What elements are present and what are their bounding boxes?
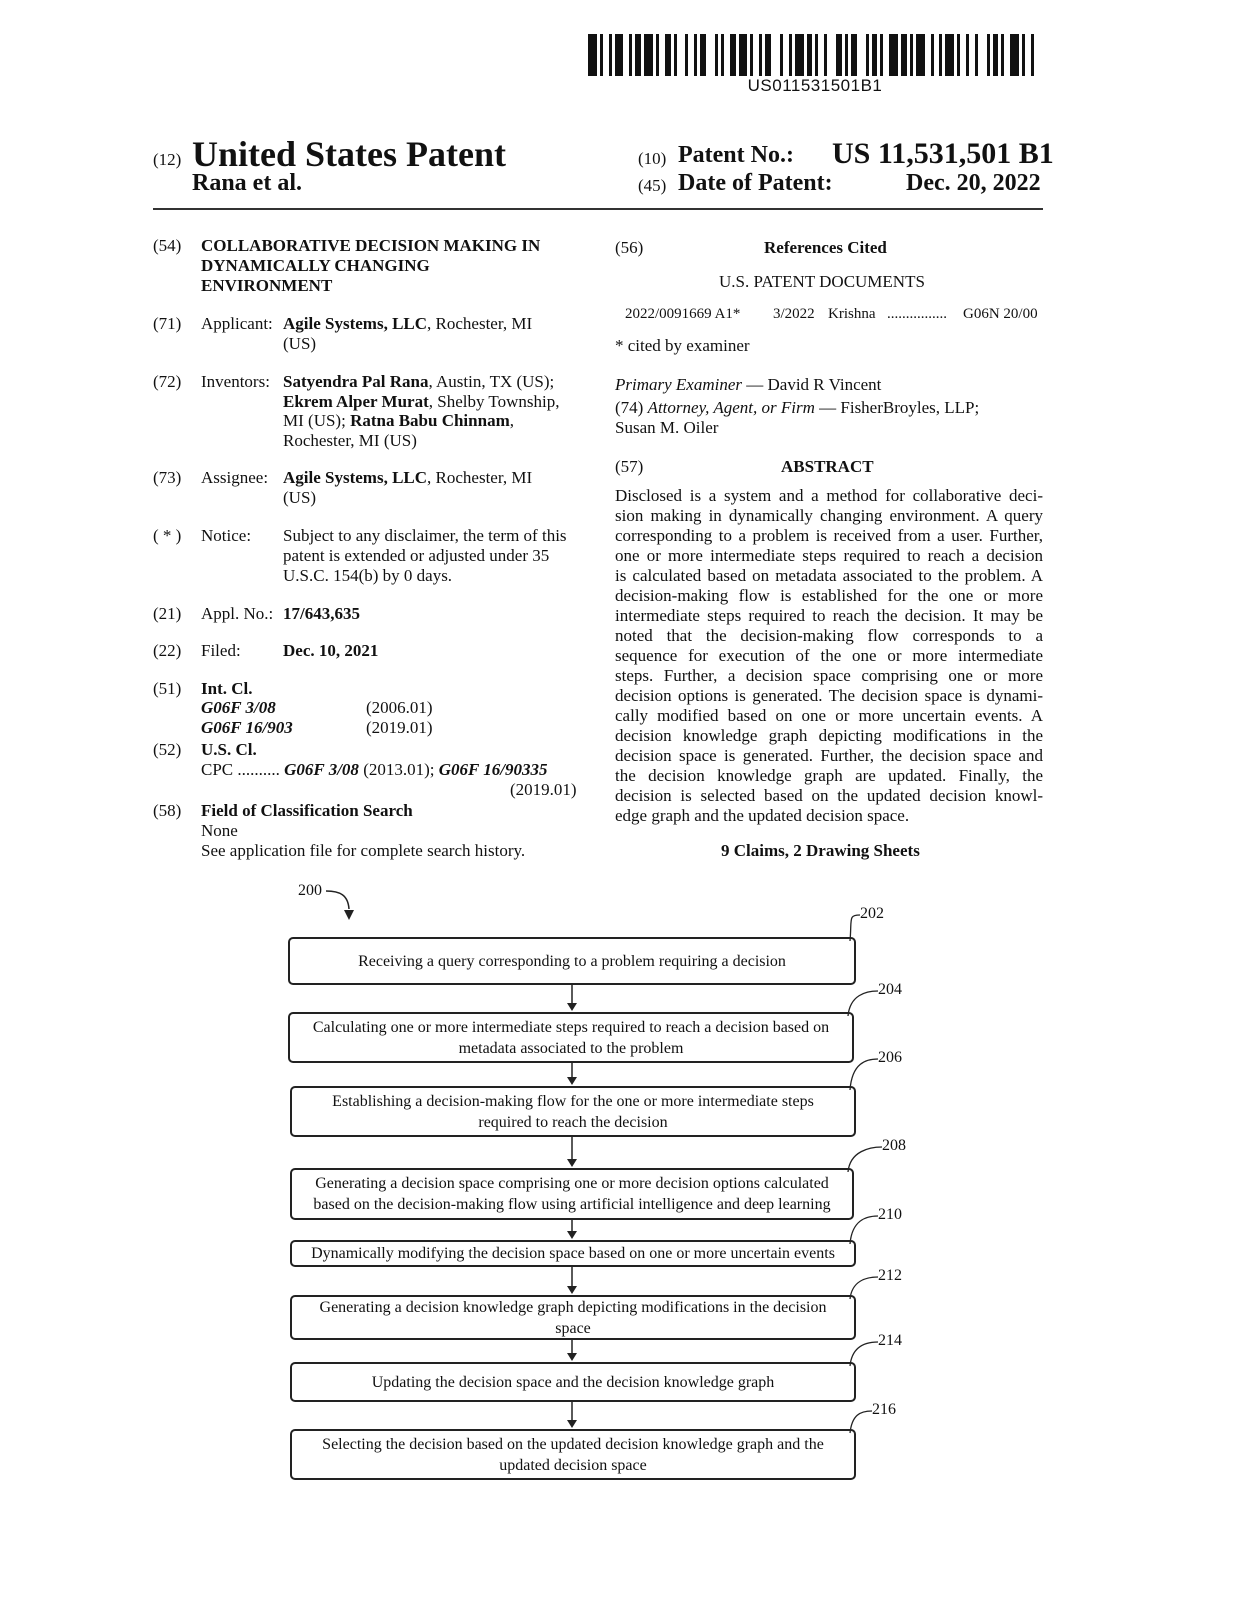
code-21: (21) — [153, 604, 182, 623]
abstract-line: decision space is generated. Further, the decision space and — [615, 746, 1043, 765]
us-patent-documents-label: U.S. PATENT DOCUMENTS — [719, 272, 925, 291]
int-cl-2: G06F 16/903 — [201, 718, 293, 737]
start-ref-leader — [326, 891, 349, 909]
flow-step-text — [372, 1372, 775, 1393]
abstract-line: Disclosed is a system and a method for collaborative deci- — [615, 486, 1043, 505]
flow-arrowhead — [567, 1231, 577, 1239]
appl-no: 17/643,635 — [283, 604, 360, 623]
code-56: (56) — [615, 238, 644, 257]
code-71: (71) — [153, 314, 182, 333]
abstract-line: decision knowledge graph depicting modifications in the — [615, 726, 1043, 745]
applicant-label: Applicant: — [201, 314, 273, 333]
flow-arrowhead — [567, 1077, 577, 1085]
inventors-label: Inventors: — [201, 372, 270, 391]
inventor-3: MI (US); Ratna Babu Chinnam, — [283, 411, 514, 430]
flow-step-line-2: metadata associated to the problem — [458, 1039, 684, 1057]
flow-step-text — [313, 1017, 829, 1059]
notice-line-3: U.S.C. 154(b) by 0 days. — [283, 566, 453, 585]
flow-ref-212: 212 — [878, 1267, 902, 1284]
code-10: (10) — [638, 149, 667, 168]
abstract-line: intermediate steps required to reach the decision. It may be — [615, 606, 1043, 625]
flow-step-210 — [290, 1240, 856, 1267]
flow-step-214 — [290, 1362, 856, 1402]
appl-no-label: Appl. No.: — [201, 604, 274, 623]
code-72: (72) — [153, 372, 182, 391]
flow-arrowhead — [567, 1159, 577, 1167]
abstract-line: decision-making flow is established for the one or more — [615, 586, 1043, 605]
cpc-line: CPC .......... G06F 3/08 (2013.01); G06F 16/90335 — [201, 760, 548, 779]
flow-step-216 — [290, 1429, 856, 1480]
flow-ref-210: 210 — [878, 1206, 902, 1223]
references-cited-label: References Cited — [764, 238, 887, 257]
document-type: United States Patent — [192, 134, 506, 174]
patent-date: Dec. 20, 2022 — [906, 170, 1041, 196]
abstract-line: sequence for execution of the one or more intermediate — [615, 646, 1043, 665]
title-line-3: ENVIRONMENT — [201, 276, 333, 295]
reference-row: 2022/0091669 A1* 3/2022 Krishna ................ G06N 20/00 — [625, 306, 1038, 322]
flow-step-line-2: space — [555, 1319, 591, 1337]
applicant: Agile Systems, LLC, Rochester, MI — [283, 314, 533, 333]
abstract-line: edge graph and the updated decision space. — [615, 806, 910, 825]
filed-date: Dec. 10, 2021 — [283, 641, 379, 660]
inventor-2: Ekrem Alper Murat, Shelby Township, — [283, 392, 560, 411]
inventor-3-location: Rochester, MI (US) — [283, 431, 417, 450]
flow-step-line-1: Generating a decision knowledge graph depicting modifications in the decision — [319, 1298, 827, 1316]
flow-step-208 — [290, 1168, 854, 1220]
code-57: (57) — [615, 457, 644, 476]
filed-label: Filed: — [201, 641, 241, 660]
flow-step-line-1: Selecting the decision based on the updated decision knowledge graph and the — [322, 1435, 824, 1453]
flow-step-206 — [290, 1086, 856, 1137]
flow-step-text — [332, 1091, 814, 1133]
notice-label: Notice: — [201, 526, 252, 545]
flow-step-line-2: required to reach the decision — [478, 1113, 668, 1131]
flow-step-line-2: updated decision space — [499, 1456, 647, 1474]
notice-line-2: patent is extended or adjusted under 35 — [283, 546, 550, 565]
cited-by-examiner: * cited by examiner — [615, 336, 750, 355]
flow-arrowhead — [567, 1420, 577, 1428]
flow-step-text — [358, 951, 786, 972]
field-of-search-value: None — [201, 821, 238, 840]
abstract-line: one or more intermediate steps required to reach a decision — [615, 546, 1043, 565]
code-58: (58) — [153, 801, 182, 820]
abstract-line: corresponding to a problem is received from a user. Further, — [615, 526, 1043, 545]
ref-leader-204 — [848, 991, 878, 1016]
abstract-line: noted that the decision-making flow corresponds to a — [615, 626, 1043, 645]
claims-summary: 9 Claims, 2 Drawing Sheets — [721, 841, 920, 860]
code-45: (45) — [638, 176, 667, 195]
flow-step-text — [322, 1434, 824, 1476]
authors: Rana et al. — [192, 170, 302, 196]
attorney-line-2: Susan M. Oiler — [615, 418, 719, 437]
patent-no-label: Patent No.: — [678, 142, 794, 168]
abstract-line: decision is selected based on the updated decision knowl- — [615, 786, 1043, 805]
abstract-line: steps. Further, a decision space comprising one or more — [615, 666, 1043, 685]
flow-step-line-1: Establishing a decision-making flow for the one or more intermediate steps — [332, 1092, 814, 1110]
applicant-country: (US) — [283, 334, 317, 353]
ref-leader-208 — [848, 1147, 882, 1172]
int-cl-label: Int. Cl. — [201, 679, 253, 698]
flow-step-text — [311, 1243, 835, 1264]
search-history-note: See application file for complete search history. — [201, 841, 526, 860]
code-51: (51) — [153, 679, 182, 698]
abstract-line: sion making in dynamically changing environment. A query — [615, 506, 1043, 525]
flow-step-line-1: Updating the decision space and the decision knowledge graph — [371, 1373, 775, 1391]
ref-leader-210 — [850, 1216, 878, 1244]
code-12: (12) — [153, 150, 182, 169]
notice-code: ( * ) — [153, 526, 182, 545]
flow-step-212 — [290, 1295, 856, 1340]
flow-step-text — [320, 1297, 827, 1339]
notice-line-1: Subject to any disclaimer, the term of this — [283, 526, 567, 545]
code-73: (73) — [153, 468, 182, 487]
flow-arrowhead — [567, 1353, 577, 1361]
flow-step-204 — [288, 1012, 854, 1063]
code-52: (52) — [153, 740, 182, 759]
attorney: (74) Attorney, Agent, or Firm — FisherBroyles, LLP; — [615, 398, 980, 417]
int-cl-1: G06F 3/08 — [201, 698, 276, 717]
flow-ref-216: 216 — [872, 1401, 896, 1418]
flow-ref-202: 202 — [860, 905, 884, 922]
inventor-1: Satyendra Pal Rana, Austin, TX (US); — [283, 372, 555, 391]
patent-number: US 11,531,501 B1 — [832, 137, 1054, 170]
abstract-line: is calculated based on metadata associated to the problem. A — [615, 566, 1043, 585]
flow-step-202 — [288, 937, 856, 985]
flow-step-line-1: Receiving a query corresponding to a problem requiring a decision — [358, 952, 786, 970]
primary-examiner: Primary Examiner — David R Vincent — [615, 375, 882, 394]
assignee-country: (US) — [283, 488, 317, 507]
title-line-2: DYNAMICALLY CHANGING — [201, 256, 430, 275]
abstract-line: the decision knowledge graph are updated. Finally, the — [615, 766, 1043, 785]
int-cl-1-year: (2006.01) — [366, 698, 433, 717]
date-label: Date of Patent: — [678, 170, 833, 196]
us-cl-label: U.S. Cl. — [201, 740, 257, 759]
abstract-line: decision options is generated. The decision space is dynami- — [615, 686, 1043, 705]
flow-step-line-1: Calculating one or more intermediate steps required to reach a decision based on — [312, 1018, 830, 1036]
flow-step-line-1: Generating a decision space comprising one or more decision options calculated — [315, 1175, 829, 1192]
flow-ref-206: 206 — [878, 1049, 902, 1066]
flow-arrowhead — [567, 1286, 577, 1294]
barcode-number: US011531501B1 — [747, 76, 883, 95]
flow-ref-204: 204 — [878, 981, 902, 998]
assignee: Agile Systems, LLC, Rochester, MI — [283, 468, 533, 487]
abstract-line: cally modified based on one or more uncertain events. A — [615, 706, 1043, 725]
title-line-1: COLLABORATIVE DECISION MAKING IN — [201, 236, 541, 255]
flow-ref-208: 208 — [882, 1137, 906, 1154]
assignee-label: Assignee: — [201, 468, 269, 487]
start-arrowhead — [344, 910, 354, 920]
cpc-year: (2019.01) — [510, 780, 577, 799]
flow-step-line-1: Dynamically modifying the decision space based on one or more uncertain events — [311, 1245, 835, 1262]
start-ref: 200 — [298, 882, 322, 899]
int-cl-2-year: (2019.01) — [366, 718, 433, 737]
field-of-search-label: Field of Classification Search — [201, 801, 413, 820]
code-54: (54) — [153, 236, 182, 255]
flow-step-line-2: based on the decision-making flow using artificial intelligence and deep learning — [313, 1196, 831, 1213]
flow-ref-214: 214 — [878, 1332, 902, 1349]
abstract-label: ABSTRACT — [781, 457, 874, 476]
code-22: (22) — [153, 641, 182, 660]
flow-arrowhead — [567, 1003, 577, 1011]
ref-leader-206 — [850, 1059, 878, 1090]
flow-step-text — [313, 1173, 830, 1215]
